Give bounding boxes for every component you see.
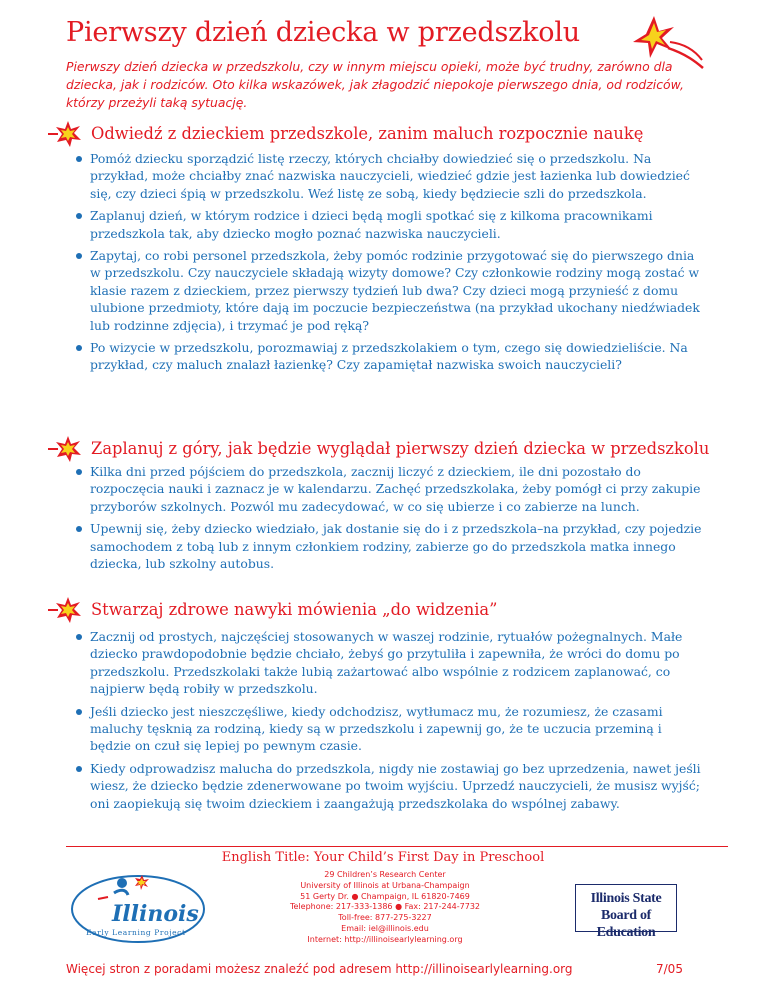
bullet-icon: [76, 709, 82, 715]
contact-line: 51 Gerty Dr. ● Champaign, IL 61820-7469: [300, 891, 470, 901]
english-title: English Title: Your Child’s First Day in Preschool: [221, 850, 545, 865]
bullet-icon: [76, 526, 82, 532]
intro-paragraph: Pierwszy dzień dziecka w przedszkolu, czy w innym miejscu opieki, może być trudny, zarówno dla dziecka, jak i rodziców. Oto kilka wskazówek, jak złagodzić niepokoje pierwszego dnia, od rodziców, którzy przeżyli taką sytuację.: [66, 59, 684, 110]
isbe-logo-line1: Illinois State: [590, 891, 662, 906]
contact-line: Toll-free: 877-275-3227: [338, 913, 432, 923]
list-item: Kilka dni przed pójściem do przedszkola, zacznij liczyć z dzieckiem, ile dni pozostało do rozpoczęcia nauki i zaznacz je w kalendarzu. Zachęć przedszkolaka, żeby pomógł ci przy zakupie przyborów szkolnych. Pozwól mu zadecydować, w co się ubierze i co zabierze na lunch.: [76, 463, 706, 515]
bullet-icon: [76, 345, 82, 351]
contact-line: Telephone: 217-333-1386 ● Fax: 217-244-7732: [289, 902, 481, 912]
isbe-logo: [575, 884, 677, 940]
page-title: Pierwszy dzień dziecka w przedszkolu: [66, 17, 580, 48]
star-bullet-icon: [44, 596, 84, 624]
contact-line: Internet: http://illinoisearlylearning.org: [307, 934, 463, 944]
list-item: Zacznij od prostych, najczęściej stosowanych w waszej rodzinie, rytuałów pożegnalnych. Małe dziecko prawdopodobnie będzie chciało, żebyś go przytuliła i zapewniła, że wróci do domu po przedszkolu. Przedszkolaki także lubią zażartować albo wspólnie z rodzicem zaplanować, co najpierw będą robiły w przedszkolu.: [76, 628, 706, 698]
bullet-icon: [76, 253, 82, 259]
contact-line: University of Illinois at Urbana-Champaign: [300, 880, 470, 890]
bullet-icon: [76, 156, 82, 162]
section-heading-visit: [44, 120, 744, 148]
contact-line: 29 Children’s Research Center: [324, 870, 446, 879]
bullet-icon: [76, 766, 82, 772]
star-bullet-icon: [44, 435, 84, 463]
tips-list-goodbye: [76, 628, 706, 817]
more-tips-text: Więcej stron z poradami możesz znaleźć pod adresem http://illinoisearlylearning.org: [66, 962, 573, 976]
list-item: Upewnij się, żeby dziecko wiedziało, jak dostanie się do i z przedszkola–na przykład, czy pojedzie samochodem z tobą lub z innym członkiem rodziny, zabierze go do przedszkola matka innego dziecka, lub szkolny autobus.: [76, 520, 706, 572]
tips-list-visit: [76, 150, 706, 379]
list-item: Zapytaj, co robi personel przedszkola, żeby pomóc rodzinie przygotować się do pierwszego dnia w przedszkolu. Czy nauczyciele składają wizyty domowe? Czy członkowie rodziny mogą zostać w klasie razem z dzieckiem, przez pierwszy tydzień lub dwa? Czy dzieci mogą przynieść z domu ulubione przedmioty, które dają im poczucie bezpieczeństwa (na przykład ukochany niedźwiadek lub rodzinne zdjęcia), i trzymać je pod ręką?: [76, 247, 706, 334]
footer-divider: [66, 846, 728, 847]
isbe-logo-line2: Board of Education: [596, 908, 656, 940]
logo-subtext: Early Learning Project: [86, 928, 186, 937]
logo-wordmark: Illinois: [112, 901, 199, 927]
section-title: Stwarzaj zdrowe nawyki mówienia „do widzenia”: [91, 600, 498, 619]
bullet-icon: [76, 469, 82, 475]
publication-date: 7/05: [656, 962, 683, 976]
section-heading-plan: [44, 435, 744, 463]
list-item: Po wizycie w przedszkolu, porozmawiaj z przedszkolakiem o tym, czego się dowiedzieliście. Na przykład, czy maluch znalazł łazienkę? Czy zapamiętał nazwiska swoich nauczycieli?: [76, 339, 706, 374]
list-item: Pomóż dziecku sporządzić listę rzeczy, których chciałby dowiedzieć się o przedszkolu. Na przykład, może chciałby znać nazwiska nauczycieli, wiedzieć gdzie jest łazienka lub dowiedzieć się, czy dzieci śpią w przedszkolu. Weź listę ze sobą, kiedy będziecie szli do przedszkola.: [76, 150, 706, 202]
list-item: Zaplanuj dzień, w którym rodzice i dzieci będą mogli spotkać się z kilkoma pracownikami przedszkola tak, aby dziecko mogło poznać nazwiska nauczycieli.: [76, 207, 706, 242]
bullet-icon: [76, 634, 82, 640]
list-item: Kiedy odprowadzisz malucha do przedszkola, nigdy nie zostawiaj go bez uprzedzenia, nawet jeśli wiesz, że dziecko będzie zdenerwowane po twoim wyjściu. Uprzedź nauczycieli, że musisz wyjść; oni zaopiekują się twoim dzieckiem i zaangażują przedszkolaka do wspólnej zabawy.: [76, 760, 706, 812]
tips-list-plan: [76, 463, 706, 577]
list-item: Jeśli dziecko jest nieszczęśliwe, kiedy odchodzisz, wytłumacz mu, że rozumiesz, że czasami maluchy tęsknią za rodziną, kiedy są w przedszkolu i zapewnij go, że te uczucia przeminą i będzie on czuł się lepiej po pewnym czasie.: [76, 703, 706, 755]
star-bullet-icon: [44, 120, 84, 148]
section-title: Zaplanuj z góry, jak będzie wyglądał pierwszy dzień dziecka w przedszkolu: [91, 439, 710, 458]
contact-block: [276, 870, 494, 946]
section-title: Odwiedź z dzieckiem przedszkole, zanim maluch rozpocznie naukę: [91, 124, 644, 143]
contact-line: Email: iel@illinois.edu: [341, 923, 429, 933]
illinois-early-learning-project-logo: [68, 869, 208, 945]
bullet-icon: [76, 213, 82, 219]
section-heading-goodbye: [44, 596, 744, 624]
